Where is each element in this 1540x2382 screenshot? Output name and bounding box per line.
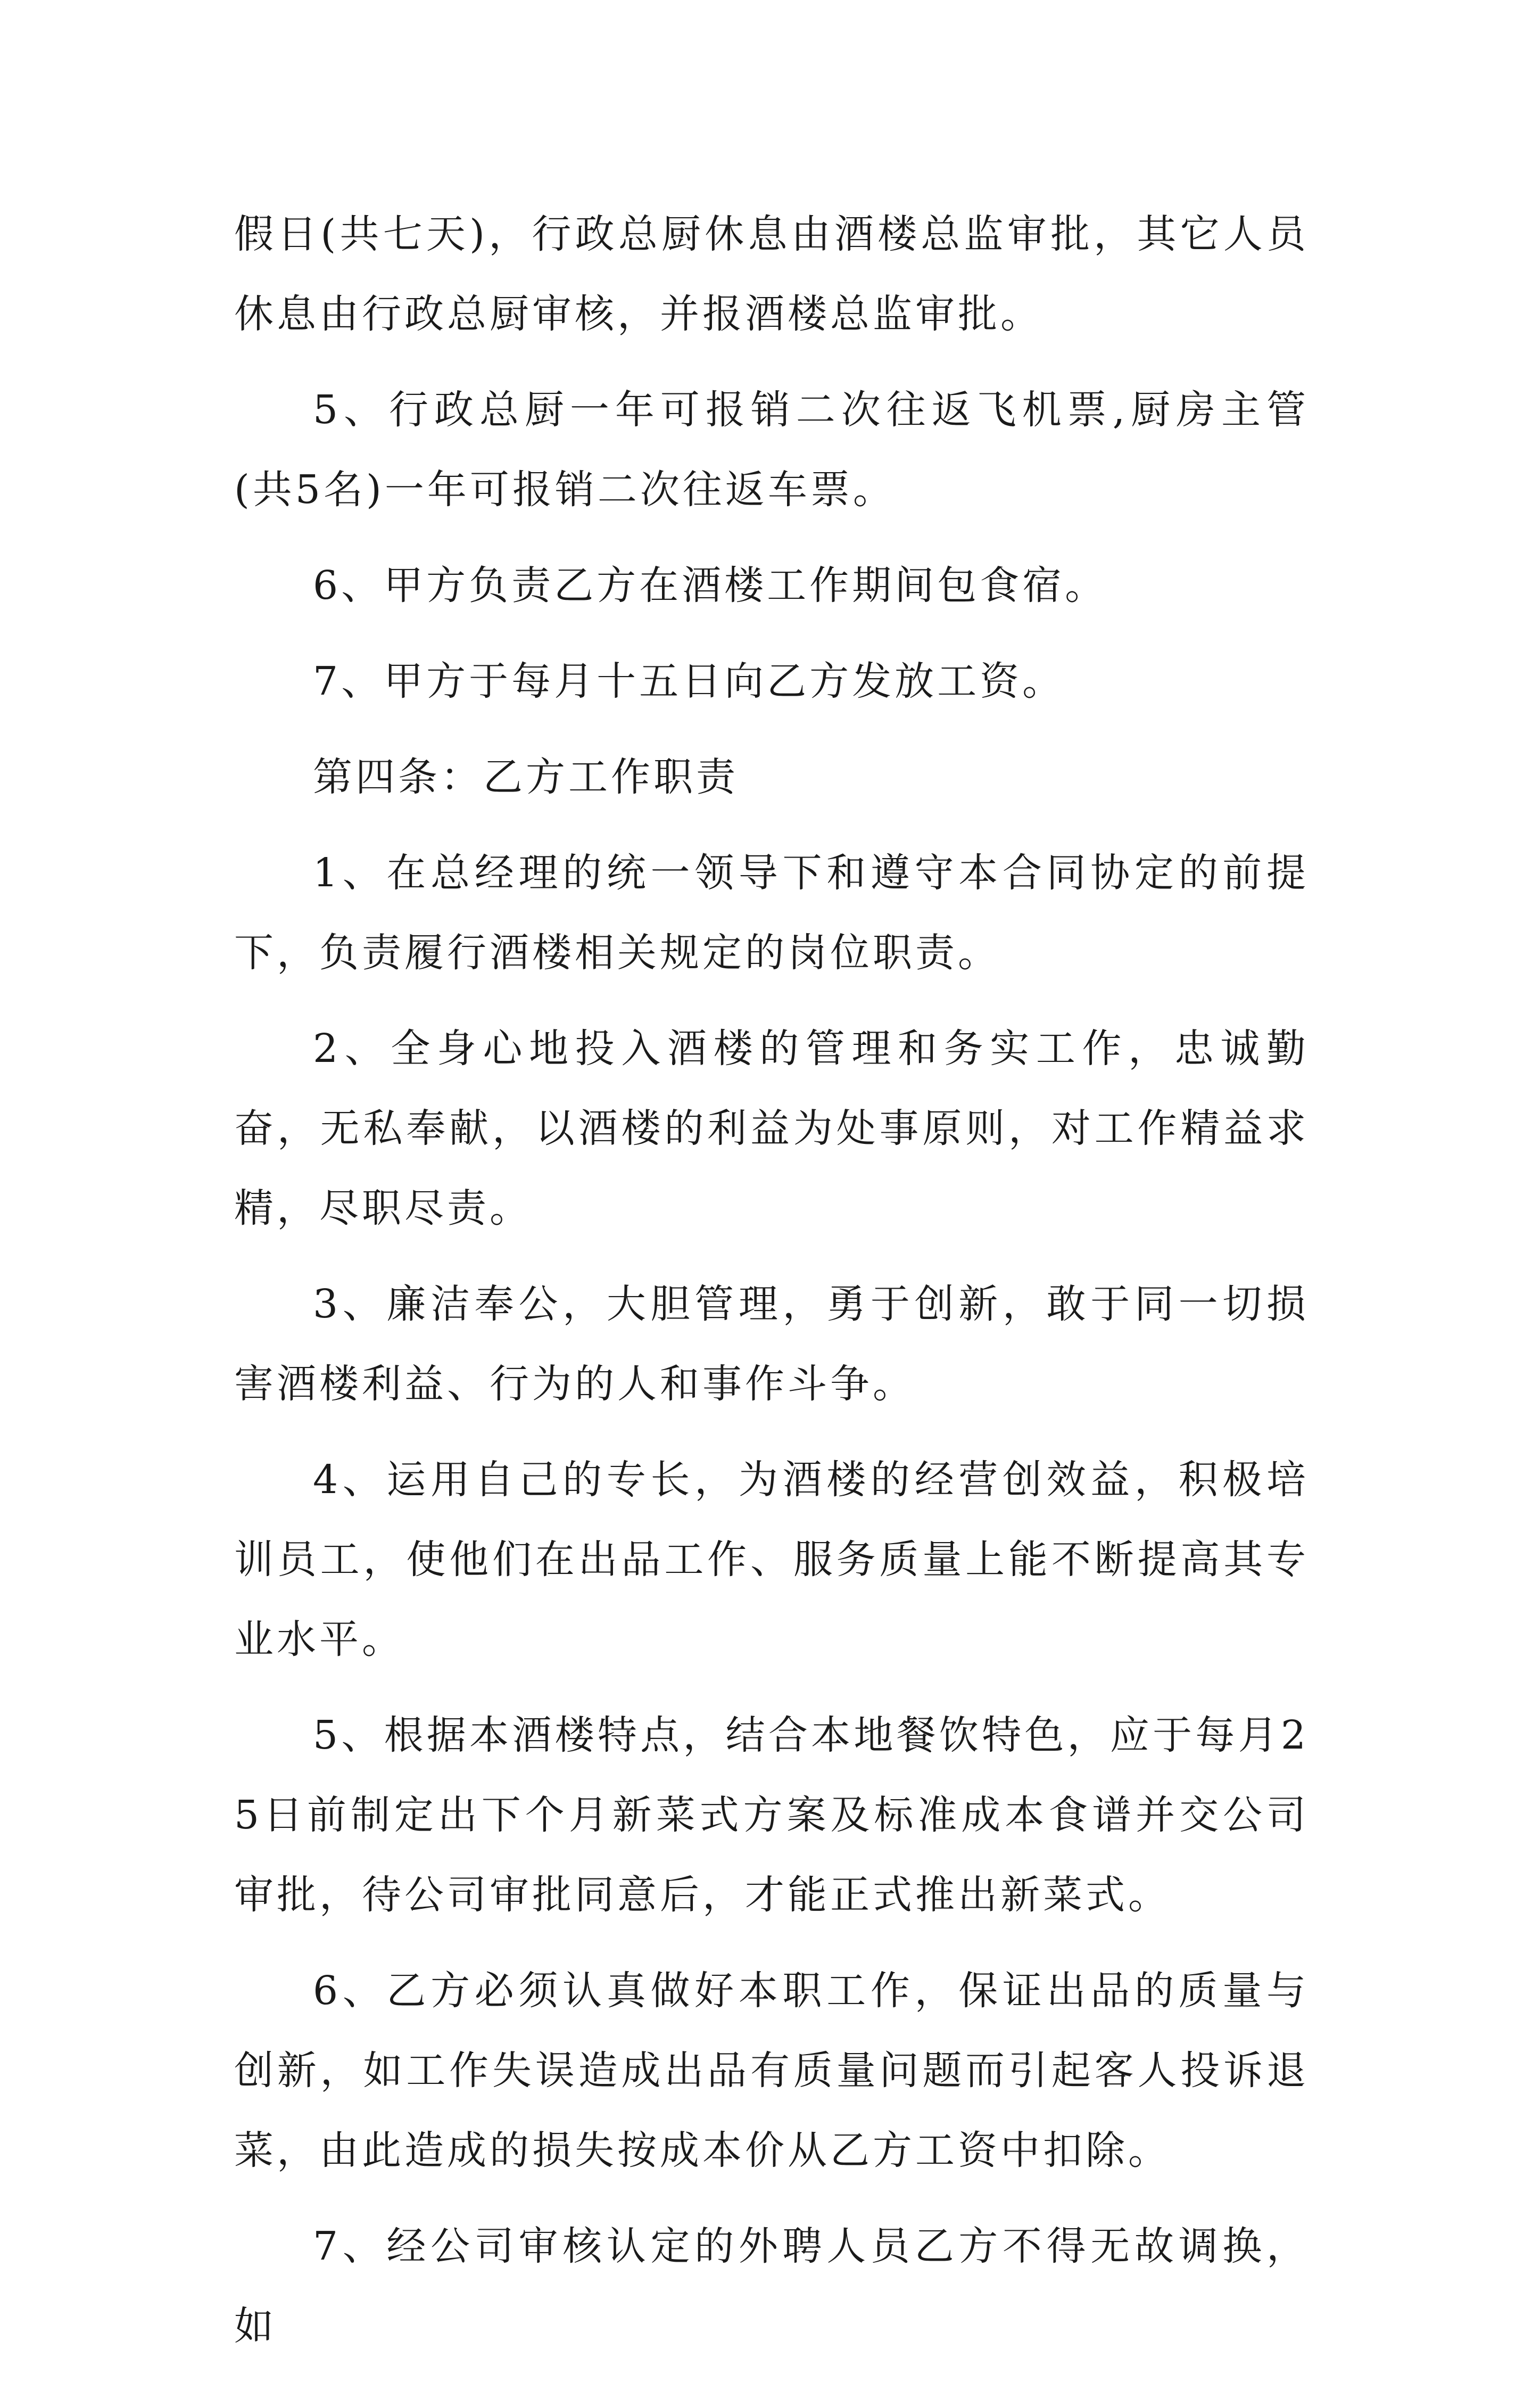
paragraph-0: 假日(共七天)，行政总厨休息由酒楼总监审批，其它人员休息由行政总厨审核，并报酒楼总监审批。 [234,211,1309,337]
paragraph-6: 2、全身心地投入酒楼的管理和务实工作，忠诚勤奋，无私奉献，以酒楼的利益为处事原则，对工作精益求精，尽职尽责。 [234,1026,1309,1231]
paragraph-1: 5、行政总厨一年可报销二次往返飞机票,厨房主管(共5名)一年可报销二次往返车票。 [234,387,1309,513]
paragraph-5: 1、在总经理的统一领导下和遵守本合同协定的前提下，负责履行酒楼相关规定的岗位职责。 [234,850,1309,976]
paragraph-7: 3、廉洁奉公，大胆管理，勇于创新，敢于同一切损害酒楼利益、行为的人和事作斗争。 [234,1281,1309,1407]
paragraph-3: 7、甲方于每月十五日向乙方发放工资。 [313,658,1065,704]
paragraph-9: 5、根据本酒楼特点，结合本地餐饮特色，应于每月25日前制定出下个月新菜式方案及标准成本食谱并交公司审批，待公司审批同意后，才能正式推出新菜式。 [234,1712,1309,1918]
document-body [234,194,1309,2382]
paragraph-11: 7、经公司审核认定的外聘人员乙方不得无故调换，如 [234,2223,1309,2349]
paragraph-2: 6、甲方负责乙方在酒楼工作期间包食宿。 [313,563,1108,608]
paragraph-10: 6、乙方必须认真做好本职工作，保证出品的质量与创新，如工作失误造成出品有质量问题而引起客人投诉退菜，由此造成的损失按成本价从乙方工资中扣除。 [234,1968,1309,2173]
paragraph-8: 4、运用自己的专长，为酒楼的经营创效益，积极培训员工，使他们在出品工作、服务质量上能不断提高其专业水平。 [234,1457,1309,1662]
section-heading: 第四条：乙方工作职责 [313,754,739,800]
